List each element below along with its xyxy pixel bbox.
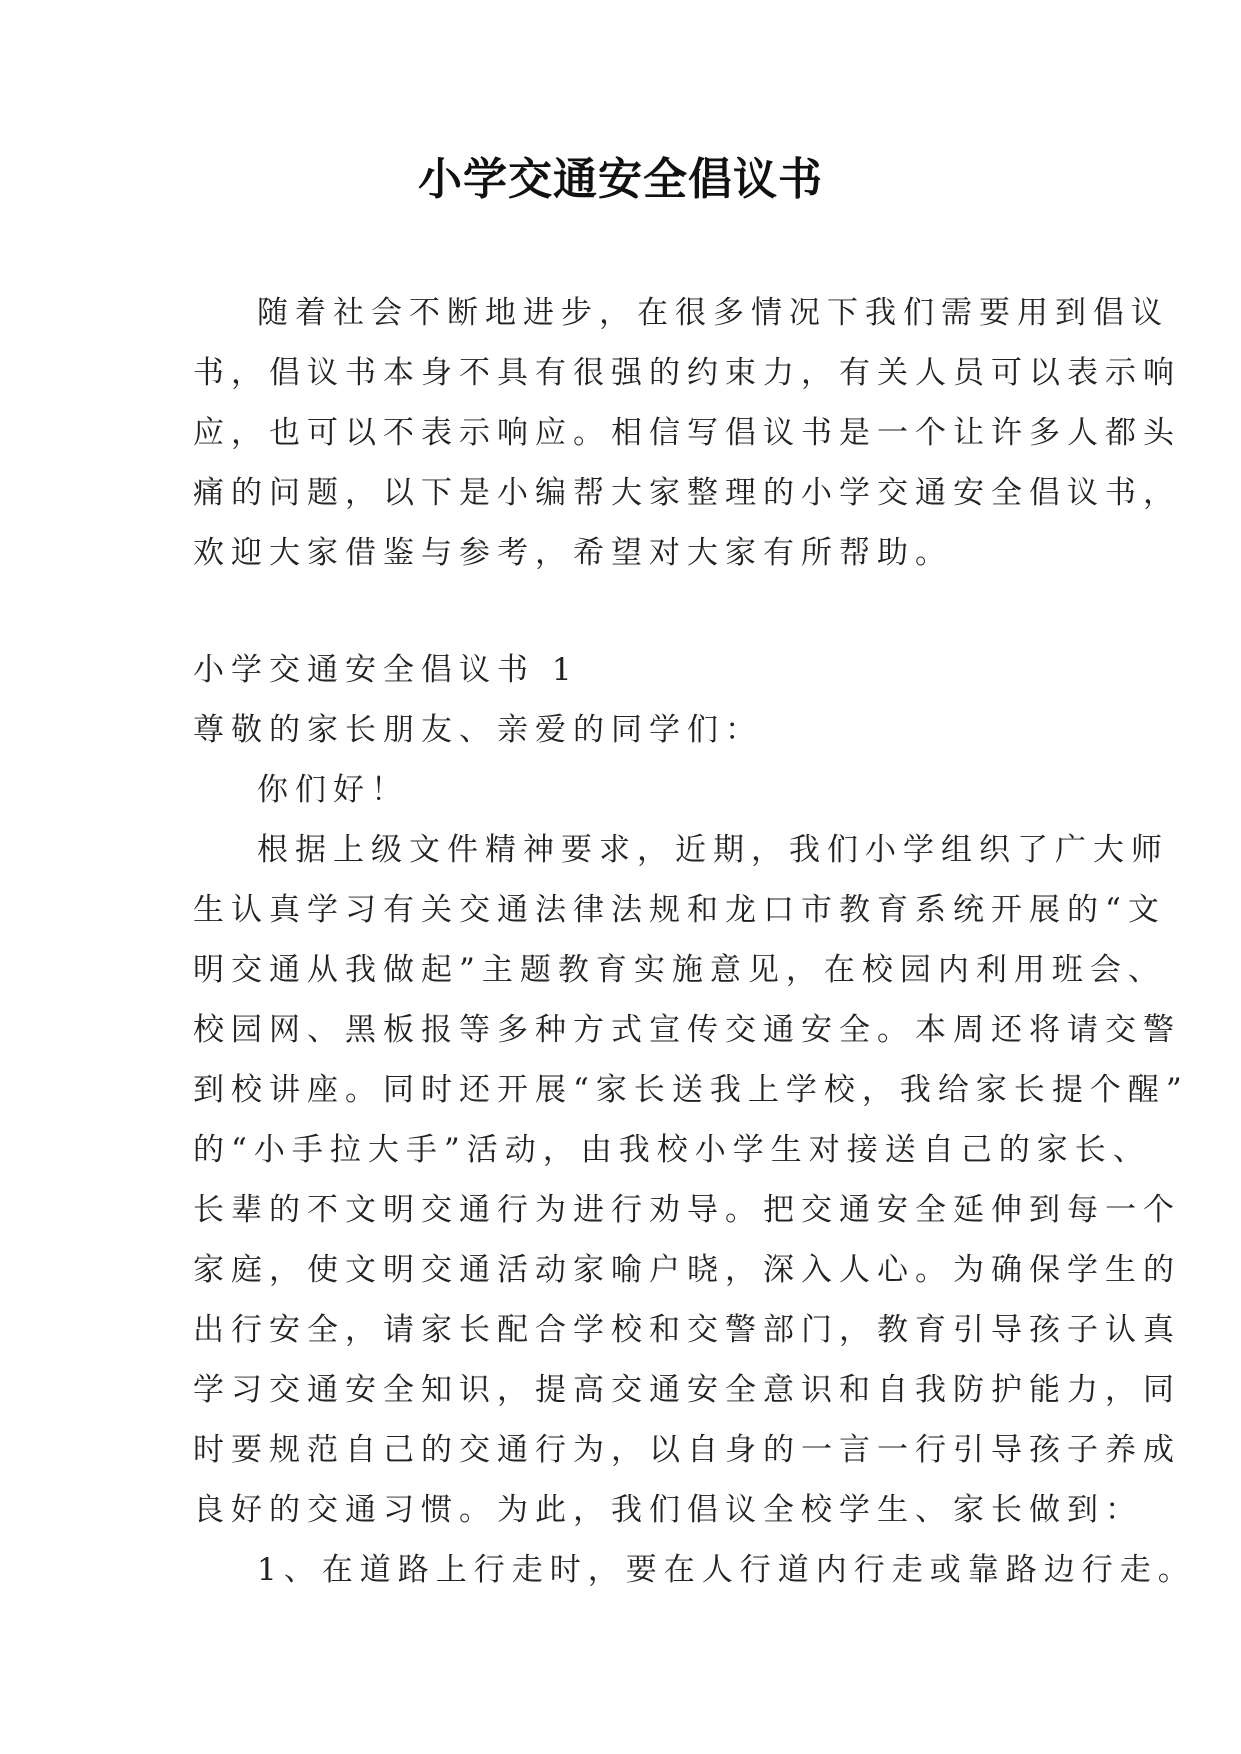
intro-line: 书，倡议书本身不具有很强的约束力，有关人员可以表示响 bbox=[193, 355, 1181, 391]
salutation: 尊敬的家长朋友、亲爱的同学们： bbox=[193, 712, 763, 748]
intro-line: 欢迎大家借鉴与参考，希望对大家有所帮助。 bbox=[193, 535, 953, 571]
greeting: 你们好！ bbox=[257, 772, 409, 808]
main-line: 良好的交通习惯。为此，我们倡议全校学生、家长做到： bbox=[193, 1492, 1143, 1528]
main-line: 时要规范自己的交通行为，以自身的一言一行引导孩子养成 bbox=[193, 1432, 1181, 1468]
intro-line: 应，也可以不表示响应。相信写倡议书是一个让许多人都头 bbox=[193, 415, 1181, 451]
main-line: 学习交通安全知识，提高交通安全意识和自我防护能力，同 bbox=[193, 1372, 1181, 1408]
main-line: 出行安全，请家长配合学校和交警部门，教育引导孩子认真 bbox=[193, 1312, 1181, 1348]
main-line: 校园网、黑板报等多种方式宣传交通安全。本周还将请交警 bbox=[193, 1012, 1181, 1048]
main-line: 的“小手拉大手”活动，由我校小学生对接送自己的家长、 bbox=[193, 1132, 1151, 1168]
letter-body bbox=[193, 640, 1196, 1600]
main-line: 根据上级文件精神要求，近期，我们小学组织了广大师 bbox=[257, 832, 1169, 868]
main-line: 长辈的不文明交通行为进行劝导。把交通安全延伸到每一个 bbox=[193, 1192, 1181, 1228]
main-line: 到校讲座。同时还开展“家长送我上学校，我给家长提个醒” bbox=[193, 1072, 1189, 1108]
main-line: 家庭，使文明交通活动家喻户晓，深入人心。为确保学生的 bbox=[193, 1252, 1181, 1288]
list-item-1: 1、在道路上行走时，要在人行道内行走或靠路边行走。 bbox=[257, 1552, 1196, 1588]
main-line: 生认真学习有关交通法律法规和龙口市教育系统开展的“文 bbox=[193, 892, 1166, 928]
intro-paragraph bbox=[193, 283, 1181, 583]
main-line: 明交通从我做起”主题教育实施意见，在校园内利用班会、 bbox=[193, 952, 1166, 988]
intro-line: 痛的问题，以下是小编帮大家整理的小学交通安全倡议书， bbox=[193, 475, 1181, 511]
document-title: 小学交通安全倡议书 bbox=[418, 154, 823, 205]
section-heading: 小学交通安全倡议书 1 bbox=[193, 652, 579, 688]
intro-line: 随着社会不断地进步，在很多情况下我们需要用到倡议 bbox=[257, 295, 1169, 331]
